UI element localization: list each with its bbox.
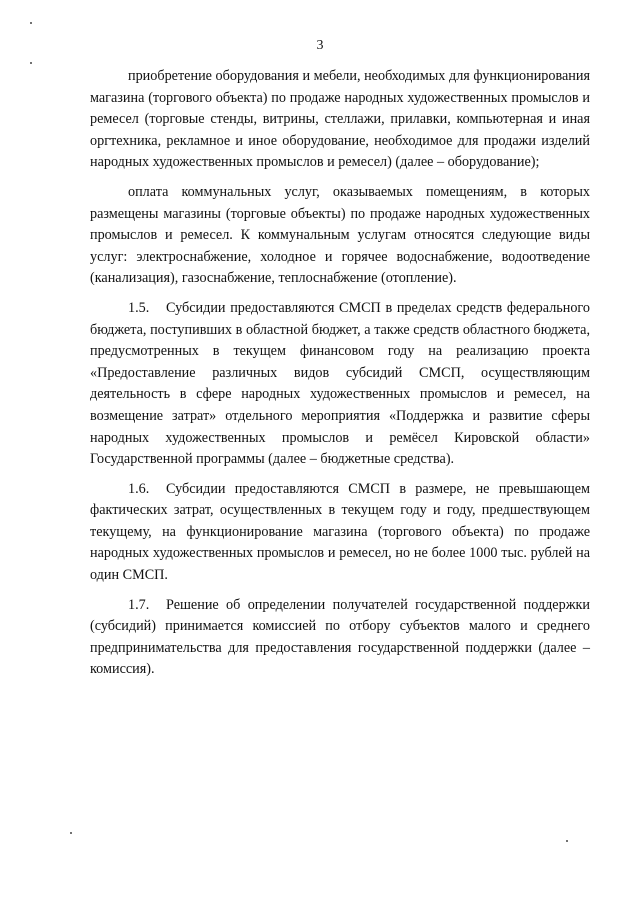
clause-number: 1.6. <box>128 480 150 497</box>
page-number: 3 <box>316 38 324 53</box>
paragraph-1-6 <box>90 479 590 587</box>
scan-speck <box>30 62 32 64</box>
paragraph-text: Субсидии предоставляются СМСП в пределах средств федерального бюджета, поступивших в областной бюджет, а также средств областного бюджета, предусмотренных в текущем финансовом году на реализацию проекта «Предоставление различных видов субсидий СМСП, осуществляющим деятельность в сфере народных художественных промыслов и ремесел, на возмещение затрат» отдельного мероприятия «Поддержка и развитие сферы народных художественных промыслов и ремёсел Кировской области» Государственной программы (далее – бюджетные средства). <box>90 299 590 468</box>
paragraph-equipment <box>90 66 590 174</box>
paragraph-text: Решение об определении получателей государственной поддержки (субсидий) принимается комиссией по отбору субъектов малого и среднего предпринимательства для предоставления государственной поддержки (далее – комиссия). <box>90 596 590 678</box>
scan-speck <box>70 832 72 834</box>
document-body <box>90 66 590 689</box>
scan-speck <box>30 22 32 24</box>
paragraph-text: приобретение оборудования и мебели, необходимых для функционирования магазина (торгового объекта) по продаже народных художественных промыслов и ремесел (торговые стенды, витрины, стеллажи, прилавки, компьютерная и иная оргтехника, рекламное и иное оборудование, необходимое для продажи изделий народных художественных промыслов и ремесел) (далее – оборудование); <box>90 68 590 171</box>
paragraph-text: Субсидии предоставляются СМСП в размере, не превышающем фактических затрат, осуществленных в текущем году и году, предшествующем текущему, на функционирование магазина (торгового объекта) по продаже народных художественных промыслов и ремесел, но не более 1000 тыс. рублей на один СМСП. <box>90 480 590 584</box>
paragraph-text: оплата коммунальных услуг, оказываемых помещениям, в которых размещены магазины (торговые объекты) по продаже народных художественных промыслов и ремесел. К коммунальным услугам относятся следующие виды услуг: электроснабжение, холодное и горячее водоснабжение, водоотведение (канализация), газоснабжение, теплоснабжение (отопление). <box>90 183 590 287</box>
clause-number: 1.7. <box>128 596 150 613</box>
paragraph-1-7 <box>90 595 590 681</box>
clause-number: 1.5. <box>128 299 150 316</box>
paragraph-utilities <box>90 182 590 290</box>
scan-speck <box>566 840 568 842</box>
paragraph-1-5 <box>90 298 590 471</box>
